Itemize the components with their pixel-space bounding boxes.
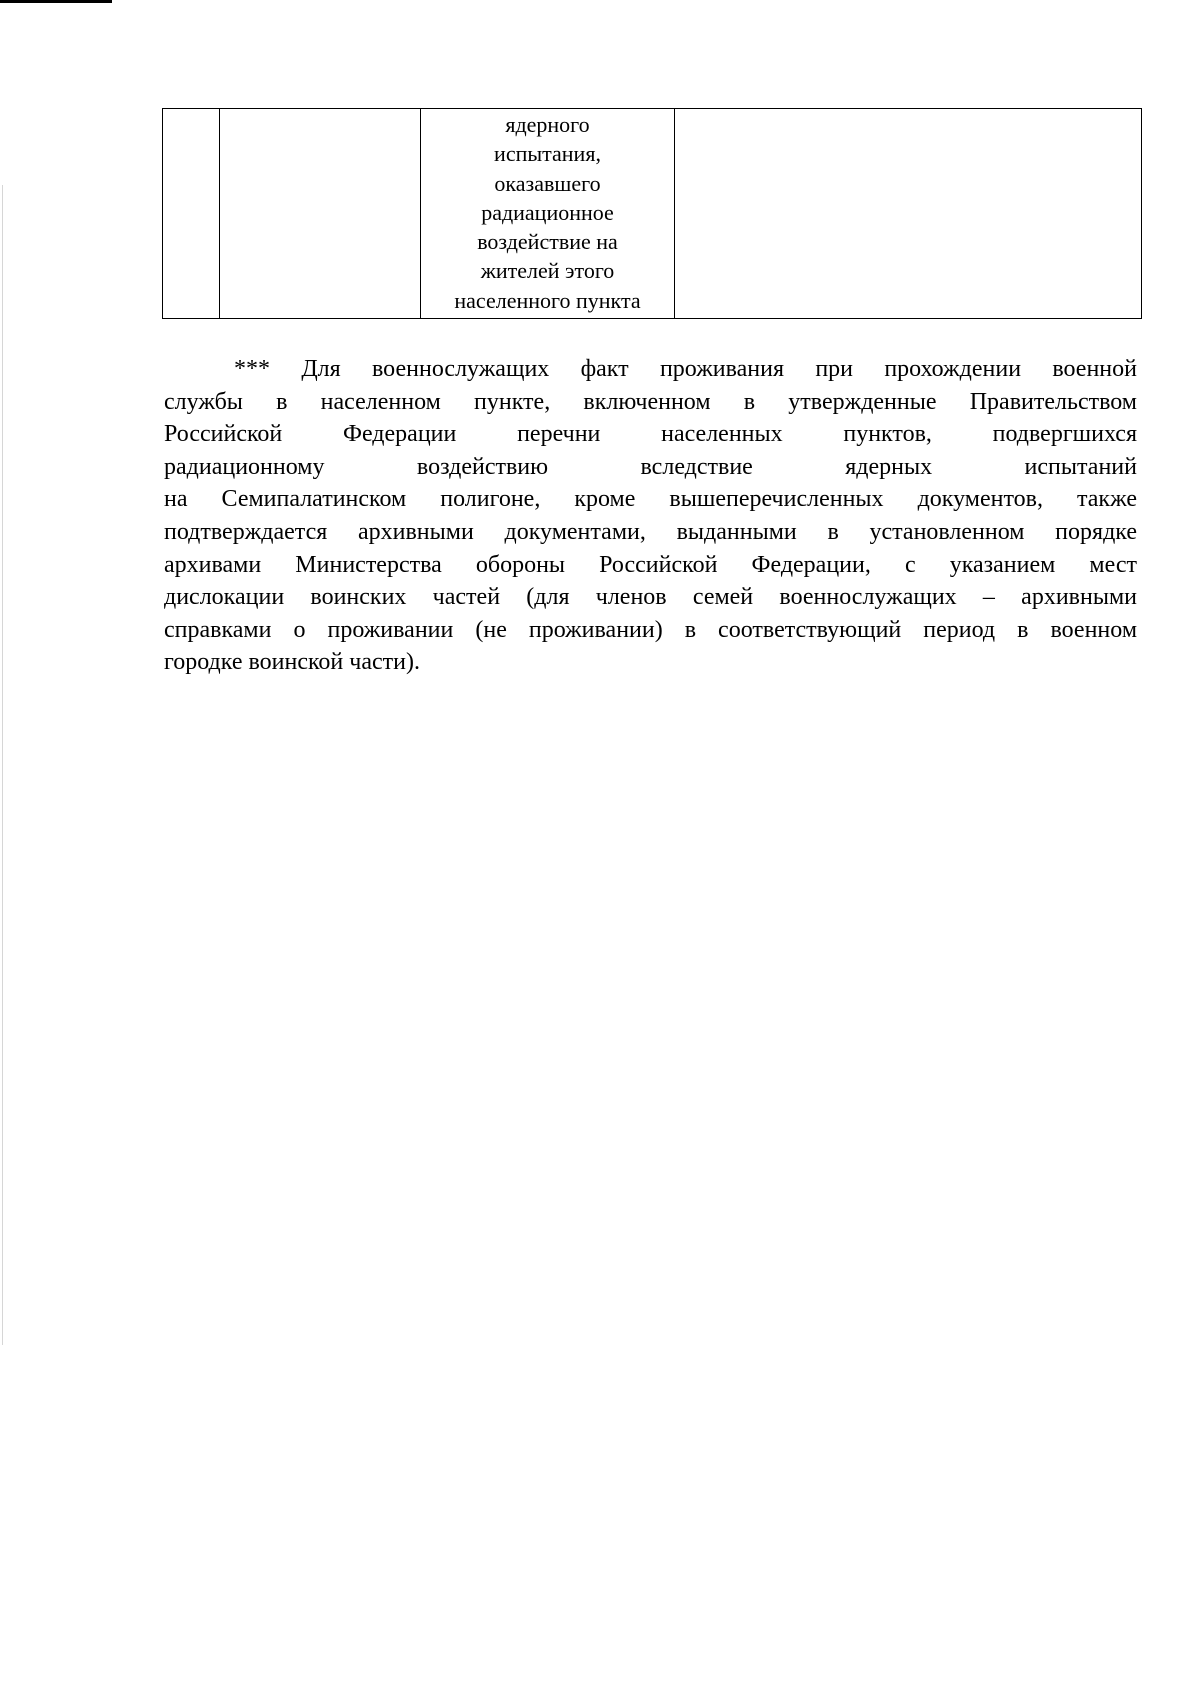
continuation-table [162,108,1142,319]
table-row [163,109,1142,319]
cell-text-line: населенного пункта [454,287,641,313]
footnote-line: Российской Федерации перечни населенных пунктов, подвергшихся [164,421,1137,448]
scan-edge-mark-left [2,185,3,1345]
footnote-line: на Семипалатинском полигоне, кроме вышеперечисленных документов, также [164,486,1137,513]
cell-description-text [421,109,674,315]
table-cell-description [421,109,675,319]
footnote-paragraph [164,353,1137,679]
cell-text-line: жителей этого [480,258,615,284]
cell-text-line: оказавшего [494,170,601,196]
footnote-line: городке воинской части). [164,649,420,676]
table-cell-number [163,109,220,319]
footnote-line: справками о проживании (не проживании) в соответствующий период в военном [164,616,1137,643]
footnote-line: радиационному воздействию вследствие ядерных испытаний [164,453,1137,480]
cell-text-line: ядерного [505,112,590,137]
scan-edge-mark-top [0,0,112,3]
cell-text-line: радиационное [481,199,614,225]
footnote-line: архивами Министерства обороны Российской Федерации, с указанием мест [164,551,1137,578]
footnote-line: дислокации воинских частей (для членов семей военнослужащих – архивными [164,584,1137,611]
footnote-line: службы в населенном пункте, включенном в утвержденные Правительством [164,388,1137,415]
cell-text-line: воздействие на [477,229,618,255]
cell-text-line: испытания, [494,141,601,167]
footnote-line: *** Для военнослужащих факт проживания при прохождении военной [234,356,1137,382]
table-cell-empty [220,109,421,319]
footnote-line: подтверждается архивными документами, выданными в установленном порядке [164,518,1137,545]
table-cell-documents [675,109,1142,319]
